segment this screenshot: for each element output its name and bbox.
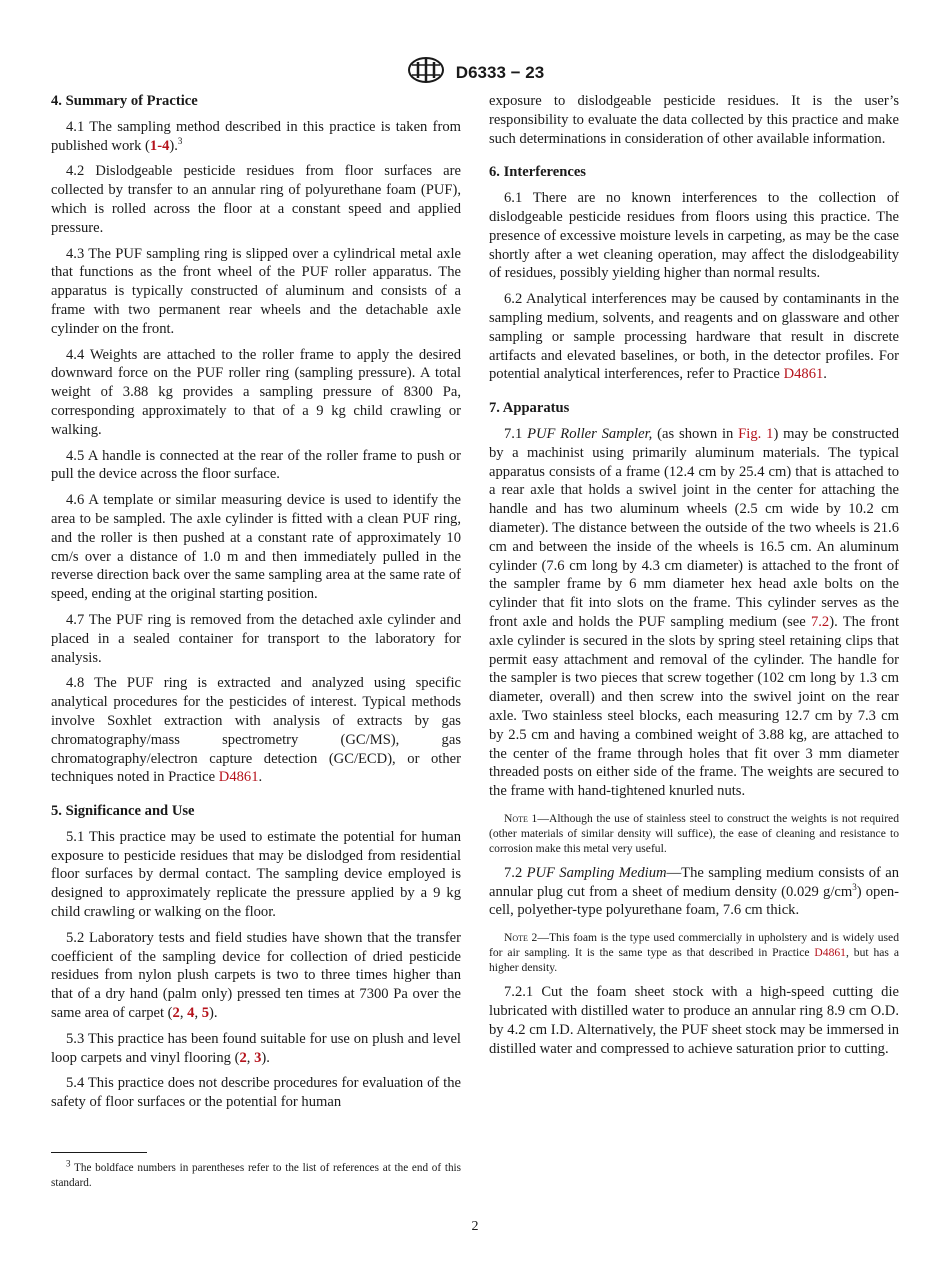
reference-link[interactable]: 5 (201, 1005, 210, 1022)
standard-designation: D6333 − 23 (455, 62, 545, 82)
paragraph-4-5: 4.5 A handle is connected at the rear of the roller frame to push or pull the device across the floor surface. (51, 447, 461, 483)
paragraph-5-3: 5.3 This practice has been found suitable for use on plush and level loop carpets and vinyl flooring (2, 3). (51, 1030, 461, 1066)
reference-link[interactable]: 2 (172, 1005, 180, 1022)
paragraph-4-3: 4.3 The PUF sampling ring is slipped over a cylindrical metal axle that functions as the front wheel of the PUF roller apparatus. The apparatus is typically constructed of aluminum and consists of a frame with two permanent rear wheels and the detachable axle cylinder on the front. (51, 245, 461, 337)
footnote-divider (51, 1152, 147, 1153)
paragraph-4-2: 4.2 Dislodgeable pesticide residues from floor surfaces are collected by transfer to an annular ring of polyurethane foam (PUF), which is rolled across the floor at a constant speed and applied pressure. (51, 163, 461, 236)
reference-link[interactable]: 3 (254, 1049, 262, 1066)
paragraph-5-1: 5.1 This practice may be used to estimate the potential for human exposure to pesticide residues that may be dislodged from residential floor surfaces by dermal contact. The sampling device employed is designed to approximately replicate the pressure applied by a 9 kg child crawling or walking on the floor. (51, 828, 461, 921)
paragraph-7-1: 7.1 PUF Roller Sampler, (as shown in Fig. 1) may be constructed by a machinist using primarily aluminum materials. The typical apparatus consists of a frame (12.4 cm by 25.4 cm) that is attached to a rear axle that holds a swivel joint in the center for attaching the handle and has two aluminum wheels (2.5 cm wide by 10.2 cm diameter). The distance between the outside of the two wheels is 21.6 cm and between the inside of the wheels is 16.5 cm. An aluminum cylinder (7.6 cm long by 4.3 cm diameter) is attached to the front of the sampler frame by 6 mm diameter hex head axle bolts on the cylinder that fit into slots on the frame. This cylinder serves as the front axle and holds the PUF sampling medium (see 7.2). The front axle cylinder is secured in the slots by spring steel retaining clips that permit easy attachment and removal of the cylinder. The handle for the sampler is two pieces that screw together (102 cm long by 1.3 cm diameter, overall) and then screw into the swivel joint on the rear axle. Two stainless steel blocks, each measuring 12.7 cm by 7.3 cm by 2.5 cm and having a combined weight of 3.88 kg, are attached to the center of the frame through holes that fit over 3 mm diameter threaded posts on either side of the frame. The weights are secured to the frame with hand-tightened knurled nuts. (489, 425, 899, 800)
figure-1-link[interactable]: Fig. 1 (738, 425, 774, 442)
reference-link[interactable]: 4 (187, 1005, 195, 1022)
page-number: 2 (471, 1219, 479, 1234)
practice-d4861-link[interactable]: D4861 (218, 769, 259, 786)
paragraph-7-2-1: 7.2.1 Cut the foam sheet stock with a high-speed cutting die lubricated with distilled water to produce an annular ring 8.9 cm O.D. by 4.2 cm I.D. Alternatively, the PUF sheet stock may be immersed in distilled water and compressed to achieve saturation prior to cutting. (489, 984, 899, 1057)
reference-link[interactable]: 1-4 (149, 137, 170, 154)
paragraph-4-8: 4.8 The PUF ring is extracted and analyzed using specific analytical procedures for the pesticides of interest. Typical methods involve Soxhlet extraction with analysis of extracts by gas chromatography/mass spectrometry (GC/MS), gas chromatography/electron capture detection (GC/ECD), or other techniques noted in Practice D4861. (51, 675, 461, 786)
paragraph-5-4: 5.4 This practice does not describe procedures for evaluation of the safety of floor surfaces or the potential for human (51, 1075, 461, 1111)
page-header (0, 56, 950, 89)
left-column (51, 92, 461, 1119)
section-7-heading: 7. Apparatus (489, 400, 570, 417)
section-6-heading: 6. Interferences (489, 164, 586, 181)
section-7-2-link[interactable]: 7.2 (810, 613, 830, 630)
note-1: Note 1—Although the use of stainless steel to construct the weights is not required (other materials of similar density will suffice), the ease of cleaning and resistance to corrosion make this metal very useful. (489, 811, 900, 855)
section-5-heading: 5. Significance and Use (51, 803, 195, 820)
astm-logo-icon (406, 56, 446, 89)
reference-link[interactable]: 2 (239, 1049, 247, 1066)
footnote-marker: 3 (177, 135, 183, 146)
right-column (489, 92, 899, 1065)
paragraph-4-7: 4.7 The PUF ring is removed from the detached axle cylinder and placed in a sealed container for transport to the laboratory for analysis. (51, 611, 461, 666)
section-4-heading: 4. Summary of Practice (51, 93, 198, 109)
practice-d4861-link[interactable]: D4861 (783, 366, 824, 383)
paragraph-6-2: 6.2 Analytical interferences may be caused by contaminants in the sampling medium, solvents, and reagents and on glassware and other sampling or sample processing hardware that result in discrete artifacts and elevated baselines, or both, in the detector profiles. For potential analytical interferences, refer to Practice D4861. (489, 291, 899, 383)
paragraph-4-1: 4.1 The sampling method described in this practice is taken from published work (1-4).$^3$ (51, 118, 461, 154)
footnote: $^3$ The boldface numbers in parentheses refer to the list of references at the end of this standard. (51, 1158, 461, 1189)
paragraph-4-6: 4.6 A template or similar measuring device is used to identify the area to be sampled. The axle cylinder is fitted with a clean PUF ring, and the roller is then pushed at a constant rate of approximately 10 cm/s over a distance of 1.0 m and then immediately pulled in the reverse direction back over the same sampling area at the same rate of speed, ending at the original starting position. (51, 492, 461, 603)
note-2: Note 2—This foam is the type used commercially in upholstery and is widely used for air sampling. It is the same type as that described in Practice D4861, but has a higher density. (489, 931, 899, 975)
paragraph-5-2: 5.2 Laboratory tests and field studies have shown that the transfer coefficient of the sampling device for collection of dried pesticide residues from nylon plush carpets is two to three times higher than that of a dry hand (palm only) pressed ten times at 7300 Pa over the same area of carpet (2, 4, 5). (51, 929, 461, 1022)
paragraph-7-2: 7.2 PUF Sampling Medium—The sampling medium consists of an annular plug cut from a sheet of medium density (0.029 $g/cm^3$) open-cell, polyether-type polyurethane foam, 7.6 cm thick. (489, 864, 900, 919)
paragraph-5-4-continued: exposure to dislodgeable pesticide residues. It is the user’s responsibility to evaluate the data collected by this practice and make such determinations in consideration of other available information. (489, 93, 899, 147)
paragraph-4-4: 4.4 Weights are attached to the roller frame to apply the desired downward force on the PUF roller ring (sampling pressure). A total weight of 3.88 kg provides a sampling pressure of 8300 Pa, corresponding approximately to that of a 9 kg child crawling or walking. (51, 346, 461, 438)
practice-d4861-link[interactable]: D4861 (814, 946, 846, 960)
paragraph-6-1: 6.1 There are no known interferences to the collection of dislodgeable pesticide residues from floors using this practice. The presence of excessive moisture levels in carpeting, as may be the case shortly after a wet cleaning operation, may affect the dislodgeability of residues, possibly yielding higher than normal results. (489, 190, 899, 282)
